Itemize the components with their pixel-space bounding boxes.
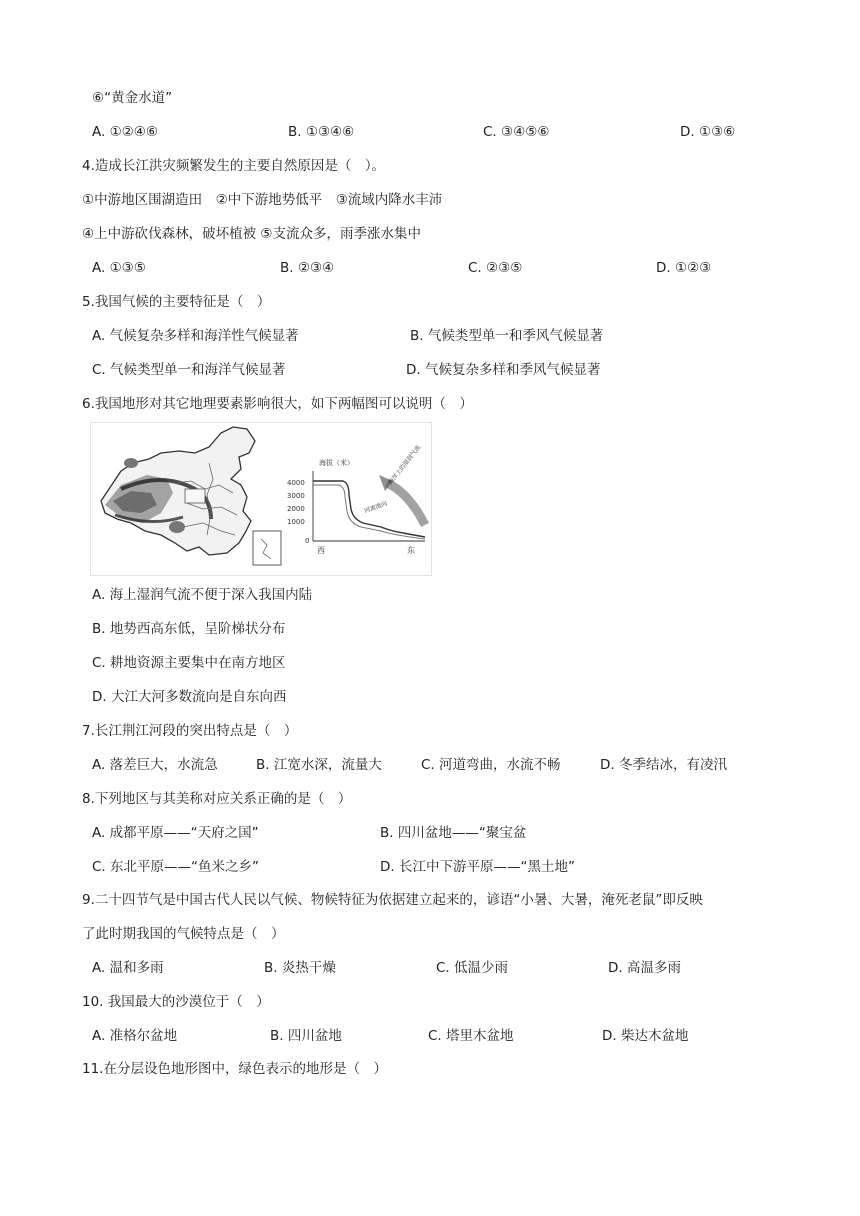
- profile-river-label: 河流流向: [363, 500, 389, 515]
- q9-choice-c[interactable]: C. 低温少雨: [436, 960, 509, 976]
- profile-tick-2000: 2000: [287, 505, 305, 513]
- q6-figure-svg: [91, 423, 431, 575]
- q3-choice-b[interactable]: B. ①③④⑥: [288, 124, 355, 140]
- profile-x-west: 西: [317, 546, 325, 555]
- q8-choice-d[interactable]: D. 长江中下游平原——“黑土地”: [380, 859, 575, 875]
- profile-x-east: 东: [407, 546, 415, 555]
- q5-stem: 5.我国气候的主要特征是（ ）: [82, 294, 271, 310]
- q6-figure: [90, 422, 432, 576]
- q3-choice-d[interactable]: D. ①③⑥: [680, 124, 736, 140]
- q9-choice-d[interactable]: D. 高温多雨: [608, 960, 681, 976]
- q10-choice-b[interactable]: B. 四川盆地: [270, 1028, 342, 1044]
- q5-choice-a[interactable]: A. 气候复杂多样和海洋性气候显著: [92, 328, 299, 344]
- profile-y-label: 海拔（米）: [319, 459, 354, 467]
- q7-choice-c[interactable]: C. 河道弯曲，水流不畅: [421, 757, 561, 773]
- q5-choice-b[interactable]: B. 气候类型单一和季风气候显著: [410, 328, 604, 344]
- q4-stem: 4.造成长江洪灾频繁发生的主要自然原因是（ ）。: [82, 158, 386, 174]
- profile-tick-3000: 3000: [287, 492, 305, 500]
- q9-choice-b[interactable]: B. 炎热干燥: [264, 960, 336, 976]
- q7-stem: 7.长江荆江河段的突出特点是（ ）: [82, 723, 298, 739]
- q9-stem-line-2: 了此时期我国的气候特点是（ ）: [82, 926, 285, 942]
- q11-stem: 11.在分层设色地形图中，绿色表示的地形是（ ）: [82, 1061, 387, 1077]
- q4-choice-b[interactable]: B. ②③④: [280, 260, 335, 276]
- q3-option-item-6: ⑥“黄金水道”: [92, 90, 173, 106]
- q10-stem: 10. 我国最大的沙漠位于（ ）: [82, 994, 270, 1010]
- q5-choice-d[interactable]: D. 气候复杂多样和季风气候显著: [406, 362, 601, 378]
- q4-statements-line-2: ④上中游砍伐森林，破坏植被 ⑤支流众多，雨季涨水集中: [82, 226, 421, 242]
- q10-choice-a[interactable]: A. 准格尔盆地: [92, 1028, 178, 1044]
- profile-arrow-label: 海洋上的湿润气流: [387, 444, 423, 487]
- q4-choice-c[interactable]: C. ②③⑤: [468, 260, 523, 276]
- q6-choice-b[interactable]: B. 地势西高东低，呈阶梯状分布: [92, 621, 286, 637]
- q6-choice-a[interactable]: A. 海上湿润气流不便于深入我国内陆: [92, 587, 313, 603]
- q8-choice-c[interactable]: C. 东北平原——“鱼米之乡”: [92, 859, 259, 875]
- china-map-illustration: [101, 427, 281, 565]
- q8-stem: 8.下列地区与其美称对应关系正确的是（ ）: [82, 791, 352, 807]
- q10-choice-d[interactable]: D. 柴达木盆地: [602, 1028, 689, 1044]
- q4-choice-d[interactable]: D. ①②③: [656, 260, 712, 276]
- q4-statements-line-1: ①中游地区围湖造田 ②中下游地势低平 ③流域内降水丰沛: [82, 192, 443, 208]
- q8-choice-b[interactable]: B. 四川盆地——“聚宝盆: [380, 825, 527, 841]
- q7-choice-a[interactable]: A. 落差巨大，水流急: [92, 757, 218, 773]
- elevation-profile-chart: [287, 443, 425, 555]
- profile-tick-1000: 1000: [287, 518, 305, 526]
- q7-choice-d[interactable]: D. 冬季结冰，有凌汛: [600, 757, 727, 773]
- profile-tick-4000: 4000: [287, 479, 305, 487]
- q6-choice-d[interactable]: D. 大江大河多数流向是自东向西: [92, 689, 287, 705]
- q3-choice-a[interactable]: A. ①②④⑥: [92, 124, 158, 140]
- q6-choice-c[interactable]: C. 耕地资源主要集中在南方地区: [92, 655, 286, 671]
- q3-choice-c[interactable]: C. ③④⑤⑥: [483, 124, 550, 140]
- q9-choice-a[interactable]: A. 温和多雨: [92, 960, 164, 976]
- q4-choice-a[interactable]: A. ①③⑤: [92, 260, 146, 276]
- q10-choice-c[interactable]: C. 塔里木盆地: [428, 1028, 514, 1044]
- q7-choice-b[interactable]: B. 江宽水深，流量大: [256, 757, 382, 773]
- q9-stem-line-1: 9.二十四节气是中国古代人民以气候、物候特征为依据建立起来的，谚语“小暑、大暑，淹死老鼠”即反映: [82, 892, 703, 908]
- profile-tick-0: 0: [305, 537, 310, 545]
- q6-stem: 6.我国地形对其它地理要素影响很大，如下两幅图可以说明（ ）: [82, 396, 473, 412]
- q5-choice-c[interactable]: C. 气候类型单一和海洋气候显著: [92, 362, 286, 378]
- q8-choice-a[interactable]: A. 成都平原——“天府之国”: [92, 825, 259, 841]
